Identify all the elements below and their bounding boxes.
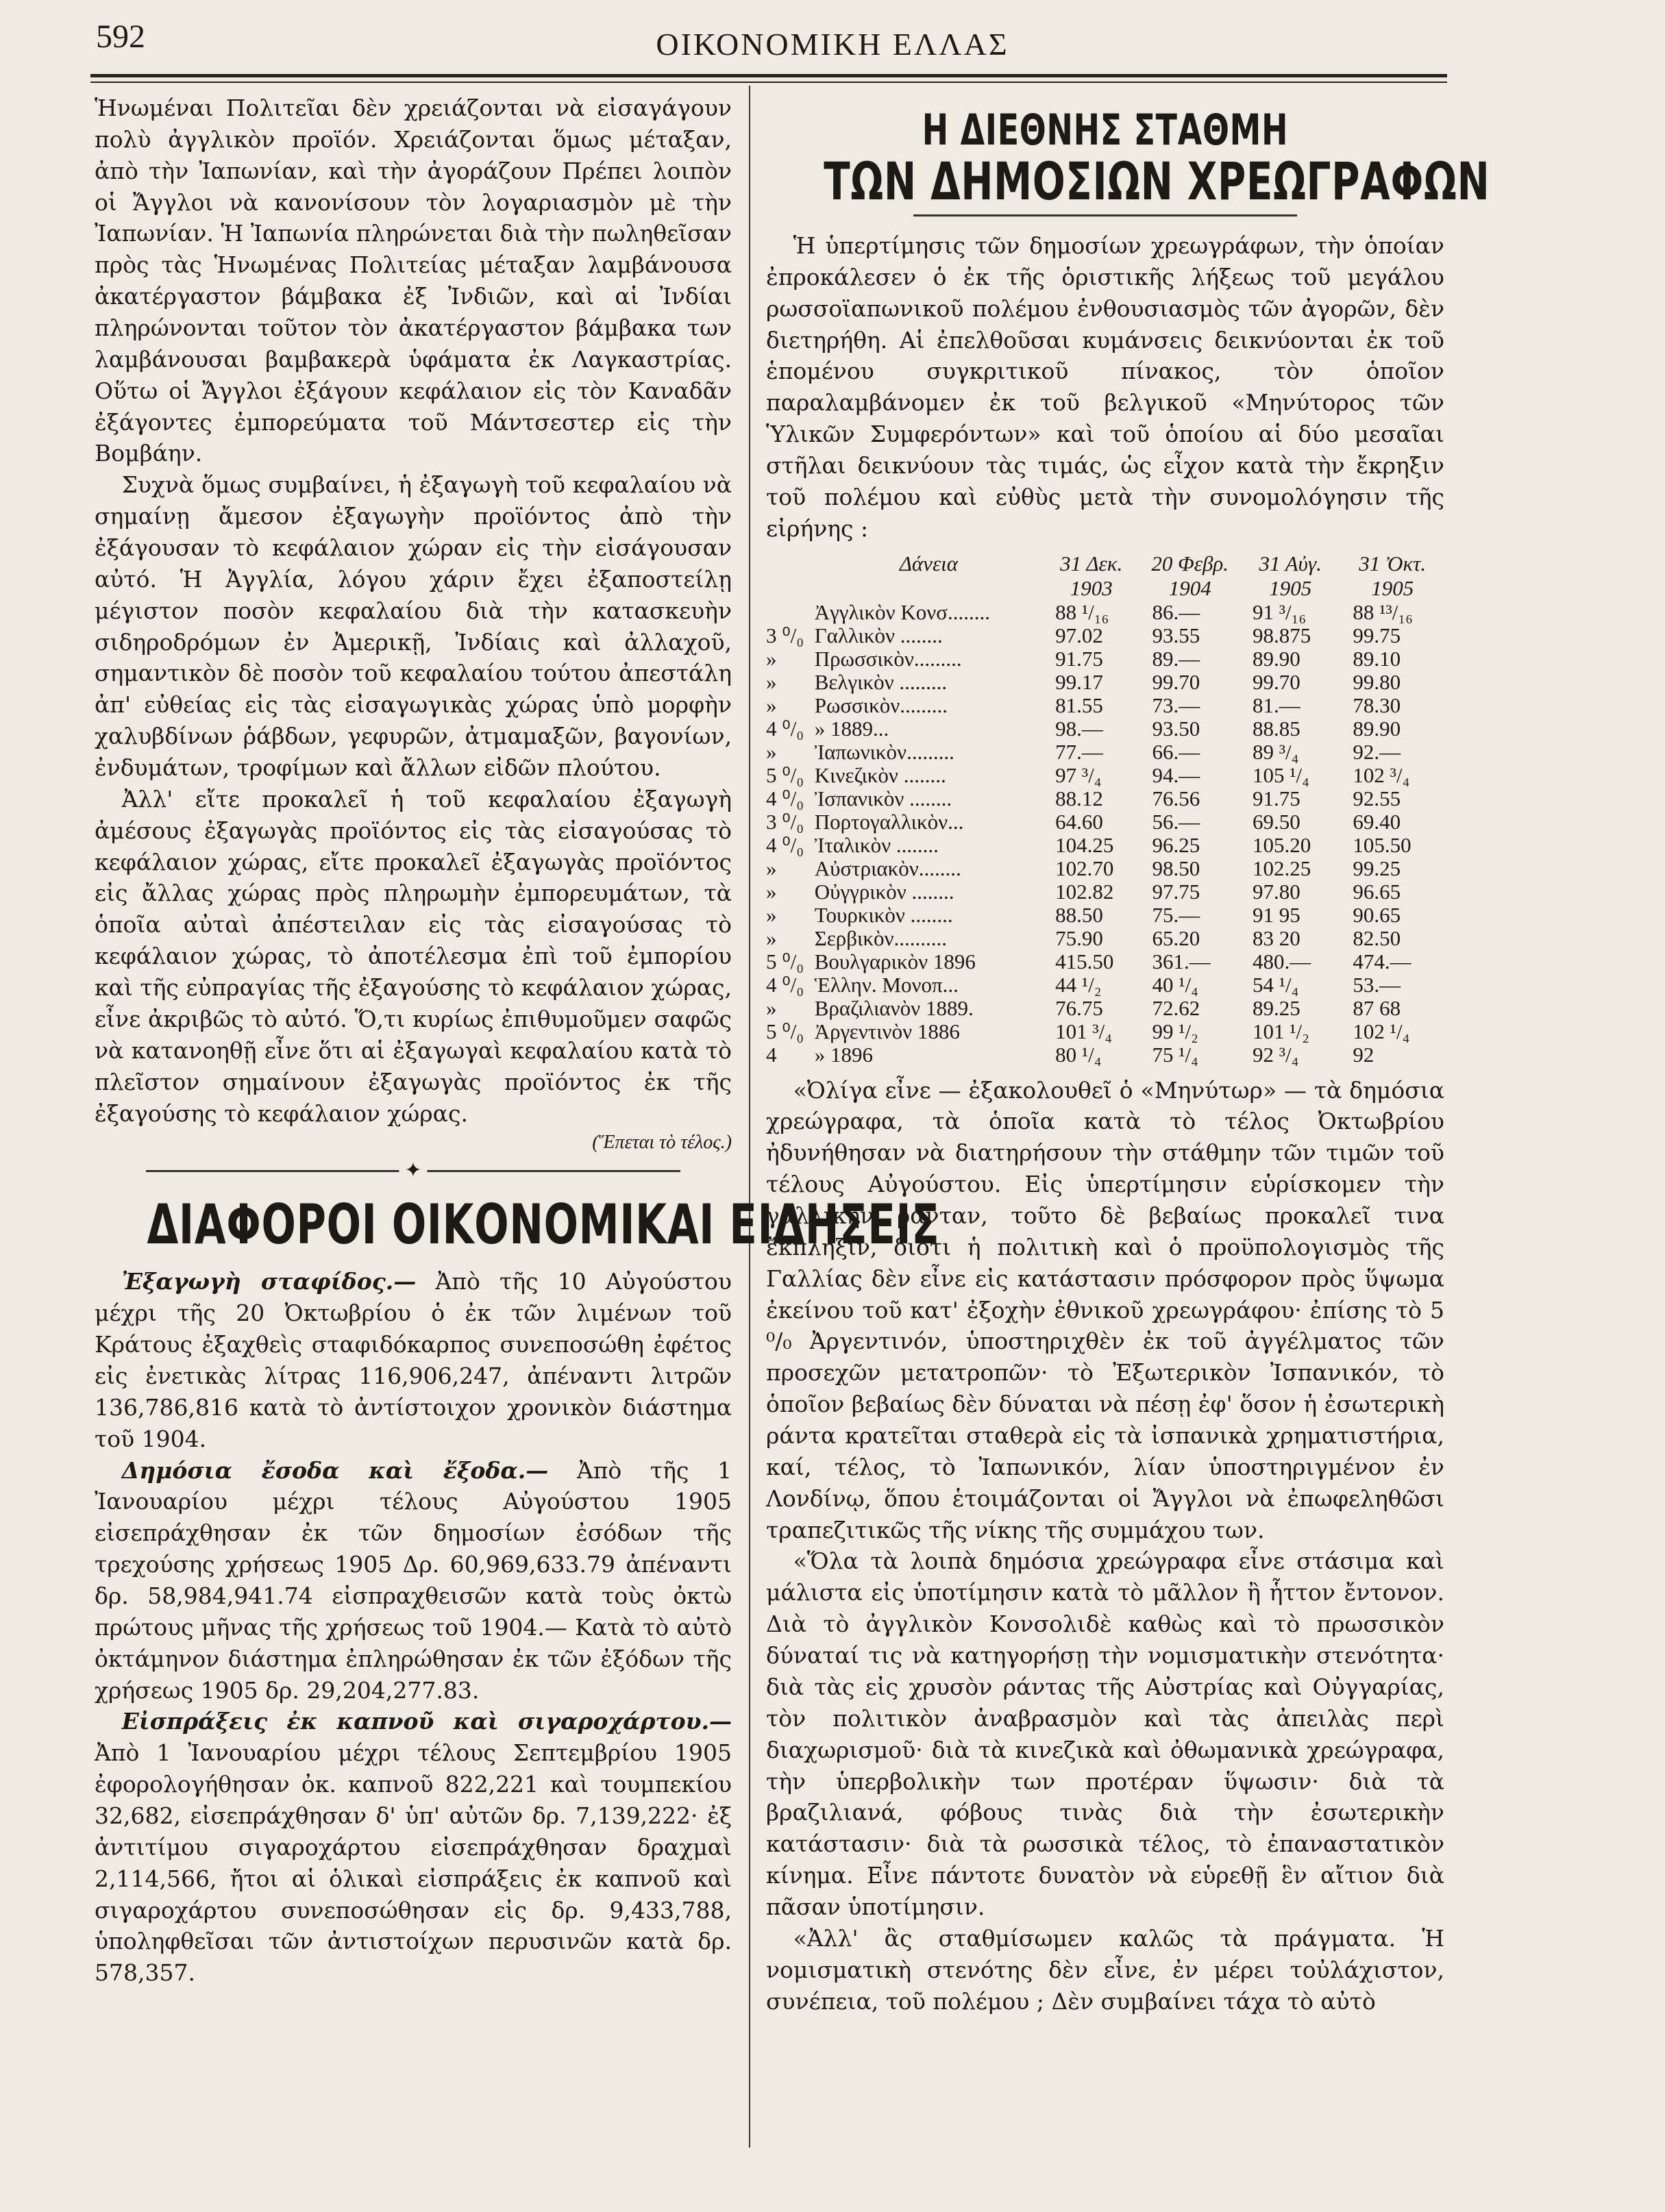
bond-price: 53.— (1353, 972, 1401, 997)
page-number: 592 (96, 18, 145, 55)
bond-rate: » (766, 693, 777, 717)
table-row (766, 950, 1444, 973)
continued-note: (Ἕπεται τὸ τέλος.) (592, 1132, 732, 1154)
bond-price: 480.— (1252, 949, 1311, 973)
bond-price: 54 ¹/₄ (1252, 972, 1299, 997)
bond-price: 99.70 (1252, 669, 1300, 694)
column-date: 31 Ὀκτ. (1359, 551, 1427, 575)
table-row (766, 601, 1444, 624)
column-date: 31 Δεκ. (1060, 551, 1123, 575)
news-item-text: Ἀπὸ 1 Ἰανουαρίου μέχρι τέλους Σεπτεμβρίου 1905 ἐφορολογήθησαν ὀκ. καπνοῦ 822,221 καὶ τουμπεκίου 32,682, εἰσεπράχθησαν δ' ὑπ' αὐτῶν δρ. 7,139,222· ἐξ ἀντιτίμου σιγαροχάρτου εἰσεπράχθησαν δραχμαὶ 2,114,566, ἤτοι αἱ ὁλικαὶ εἰσπράξεις ἐκ καπνοῦ καὶ σιγαροχάρτου συνεποσώθησαν εἰς δρ. 9,433,788, ὑποληφθεῖσαι τῶν ἀντιστοίχων περυσινῶν κατὰ δρ. 578,357. (95, 1739, 732, 1987)
news-item-title: Ἐξαγωγὴ σταφίδος.— (121, 1268, 417, 1295)
bond-price: 93.55 (1152, 623, 1200, 647)
news-item-text: Ἀπὸ τῆς 10 Αὐγούστου μέχρι τῆς 20 Ὀκτωβρίου ὁ ἐκ τῶν λιμένων τοῦ Κράτους ἐξαχθεὶς σταφιδόκαρπος συνεποσώθη ἐφέτος εἰς ἐνετικὰς λίτρας 116,906,247, ἀπέναντι λιτρῶν 136,786,816 κατὰ τὸ ἀντίστοιχον χρονικὸν διάστημα τοῦ 1904. (95, 1268, 732, 1452)
bond-price: 98.50 (1152, 856, 1200, 880)
bond-price: 474.— (1353, 949, 1411, 973)
bond-rate: » (766, 925, 777, 950)
bond-rate: 4 (766, 1042, 777, 1067)
bond-price: 56.— (1152, 809, 1200, 834)
bond-rate (766, 601, 815, 624)
bond-price: 88 ¹/₁₆ (1055, 599, 1109, 624)
bond-price: 83 20 (1252, 925, 1300, 950)
bond-price: 102.82 (1055, 879, 1114, 904)
bond-price: 90.65 (1353, 902, 1401, 927)
header-rule (90, 74, 1447, 83)
bond-price: 97 ³/₄ (1055, 762, 1102, 787)
bond-price: 89 ³/₄ (1252, 739, 1299, 764)
table-header-dates (766, 551, 1444, 576)
bond-price: 105 ¹/₄ (1252, 762, 1309, 787)
bond-rate: 5 ⁰/₀ (766, 949, 804, 973)
bond-price: 40 ¹/₄ (1152, 972, 1198, 997)
bond-price: 97.75 (1152, 879, 1200, 904)
bond-price: 81.55 (1055, 693, 1103, 717)
bond-name: Πρωσσικὸν......... (814, 646, 962, 671)
table-row (766, 927, 1444, 950)
table-row (766, 1043, 1444, 1067)
article-paragraph: Συχνὰ ὅμως συμβαίνει, ἡ ἐξαγωγὴ τοῦ κεφαλαίου νὰ σημαίνῃ ἄμεσον ἐξαγωγὴν προϊόντος ἀπὸ τὴν ἐξάγουσαν τὸ κεφάλαιον χώραν εἰς τὴν εἰσάγουσαν αὐτό. Ἡ Ἀγγλία, λόγου χάριν ἔχει ἐξαποστείλῃ μέγιστον ποσὸν κεφαλαίου διὰ τὴν κατασκευὴν σιδηροδρόμων ἐν Ἀμερικῇ, Ἰνδίαις καὶ ἀλλαχοῦ, σημαντικὸν δὲ ποσὸν τοῦ κεφαλαίου τούτου ἀπεστάλη ἀπ' εὐθείας εἰς τὰς εἰσαγωγικὰς χώρας ὑπὸ μορφὴν χαλυβδίνων ῥάβδων, γεφυρῶν, ἀτμαμαξῶν, βαγονίων, ἐνδυμάτων, τροφίμων καὶ ἄλλων εἰδῶν πλούτου. (95, 471, 732, 782)
bond-rate: » (766, 856, 777, 880)
table-row (766, 624, 1444, 647)
bond-rate: » (766, 879, 777, 904)
bond-price: 89.25 (1252, 995, 1300, 1020)
bond-price: 91.75 (1252, 786, 1300, 810)
bond-price: 99.17 (1055, 669, 1103, 694)
news-item-title: Δημόσια ἔσοδα καὶ ἔξοδα.— (121, 1456, 549, 1484)
table-row (766, 834, 1444, 857)
bond-rate: » (766, 995, 777, 1020)
bond-price: 75 ¹/₄ (1152, 1042, 1198, 1067)
bond-price: 88.50 (1055, 902, 1103, 927)
bond-price: 105.50 (1353, 832, 1411, 857)
bond-name: » 1896 (814, 1042, 873, 1067)
bond-price: 87 68 (1353, 995, 1401, 1020)
column-divider (749, 86, 750, 2148)
bond-name: Πορτογαλλικὸν... (814, 809, 964, 834)
bond-rate: » (766, 739, 777, 764)
bond-price: 65.20 (1152, 925, 1200, 950)
bond-price: 89.90 (1252, 646, 1300, 671)
bond-rate: » (766, 646, 777, 671)
table-row (766, 694, 1444, 717)
bond-price: 75.— (1152, 902, 1200, 927)
bond-price: 99.25 (1353, 856, 1401, 880)
news-item (95, 1706, 732, 1989)
bond-price: 102 ³/₄ (1353, 762, 1410, 787)
bond-price: 92 (1353, 1042, 1374, 1067)
bond-price: 86.— (1152, 599, 1200, 624)
table-row (766, 717, 1444, 741)
bond-price: 96.25 (1152, 832, 1200, 857)
bond-price: 89.90 (1353, 716, 1401, 741)
bond-name: Σερβικὸν.......... (814, 925, 947, 950)
bond-price: 98.875 (1252, 623, 1311, 647)
table-row (766, 741, 1444, 764)
bond-price: 99 ¹/₂ (1152, 1019, 1198, 1043)
right-column (766, 92, 1490, 2017)
article-title-line-2: ΤΩΝ ΔΗΜΟΣΙΩΝ ΧΡΕΩΓΡΑΦΩΝ (824, 151, 1490, 212)
ornament-icon: ✦ (399, 1157, 427, 1184)
table-row (766, 997, 1444, 1020)
bond-rate: 3 ⁰/₀ (766, 623, 804, 647)
bond-price: 99.75 (1353, 623, 1401, 647)
bond-price: 92.55 (1353, 786, 1401, 810)
bond-name: » 1889... (814, 716, 889, 741)
bond-price: 99.80 (1353, 669, 1401, 694)
bond-price: 98.— (1055, 716, 1103, 741)
table-row (766, 973, 1444, 997)
bond-name: Τουρκικὸν ........ (814, 902, 953, 927)
bond-price: 64.60 (1055, 809, 1103, 834)
bond-price: 101 ¹/₂ (1252, 1019, 1309, 1043)
bond-price: 89.— (1152, 646, 1200, 671)
article-paragraph: «Ἀλλ' ἂς σταθμίσωμεν καλῶς τὰ πράγματα. Ἡ νομισματικὴ στενότης δὲν εἶνε, ἐν μέρει τοὐλάχιστον, συνέπεια, τοῦ πολέμου ; Δὲν συμβαίνει τάχα τὸ αὐτὸ (766, 1924, 1444, 2015)
bond-name: Κινεζικὸν ........ (814, 762, 946, 787)
news-item-text: Ἀπὸ τῆς 1 Ἰανουαρίου μέχρι τέλους Αὐγούστου 1905 εἰσεπράχθησαν ἐκ τῶν δημοσίων ἐσόδων τῆς τρεχούσης χρήσεως 1905 Δρ. 60,969,633.79 ἀπέναντι δρ. 58,984,941.74 εἰσπραχθεισῶν κατὰ τοὺς ὀκτὼ πρώτους μῆνας τῆς χρήσεως τοῦ 1904.— Κατὰ τὸ αὐτὸ ὀκτάμηνον διάστημα ἐπληρώθησαν ἐκ τῶν ἐξόδων τῆς χρήσεως 1905 δρ. 29,204,277.83. (95, 1456, 732, 1704)
article-paragraph: Ἡνωμέναι Πολιτεῖαι δὲν χρειάζονται νὰ εἰσαγάγουν πολὺ ἀγγλικὸν προϊόν. Χρειάζονται ὅμως μέταξαν, ἀπὸ τὴν Ἰαπωνίαν, καὶ τὴν ἀγοράζουν Πρέπει λοιπὸν οἱ Ἄγγλοι νὰ κανονίσουν τὸν λογαριασμὸν μὲ τὴν Ἰαπωνίαν. Ἡ Ἰαπωνία πληρώνεται διὰ τὴν πωληθεῖσαν πρὸς τὰς Ἡνωμένας Πολιτείας μέταξαν λαμβάνουσα ἀκατέργαστον βάμβακα ἐξ Ἰνδιῶν, καὶ αἱ Ἰνδίαι πληρώνονται τοῦτον τὸν ἀκατέργαστον βάμβακα των λαμβάνουσαι βαμβακερὰ ὑφάματα ἐκ Λαγκαστρίας. Οὕτω οἱ Ἄγγλοι ἐξάγουν κεφάλαιον εἰς τὸν Καναδᾶν ἐξάγοντες ἐμπορεύματα τοῦ Μάντσεστερ εἰς τὴν Βομβάην. (95, 95, 732, 467)
table-row (766, 1020, 1444, 1043)
bond-price: 78.30 (1353, 693, 1401, 717)
bond-price: 91.75 (1055, 646, 1103, 671)
bond-price: 88.85 (1252, 716, 1300, 741)
bond-price: 76.75 (1055, 995, 1103, 1020)
bond-price: 361.— (1152, 949, 1211, 973)
bond-price: 415.50 (1055, 949, 1114, 973)
table-row (766, 810, 1444, 834)
column-date: 31 Αὐγ. (1259, 551, 1322, 575)
news-item-title: Εἰσπράξεις ἐκ καπνοῦ καὶ σιγαροχάρτου.— (121, 1708, 732, 1735)
bond-rate: 4 ⁰/₀ (766, 972, 804, 997)
article-paragraph: Ἀλλ' εἴτε προκαλεῖ ἡ τοῦ κεφαλαίου ἐξαγωγὴ ἀμέσους ἐξαγωγὰς προϊόντος εἰς τὰς εἰσαγούσας τὸ κεφάλαιον χώρας, εἴτε προκαλεῖ ἐξαγωγὰς προϊόντος εἰς ἄλλας χώρας πρὸς πληρωμὴν ἐμπορευμάτων, τὰ ὁποῖα αὐταὶ ἀπέστειλαν εἰς τὰς εἰσαγούσας τὸ κεφάλαιον χώρας, τὸ ἀποτέλεσμα ἐπὶ τοῦ ἐμπορίου καὶ τῆς εὐπραγίας τῆς ἐξαγούσης τὸ κεφάλαιον χώρας, εἶνε ἀκριβῶς τὸ αὐτό. Ὅ,τι κυρίως ἐπιθυμοῦμεν σαφῶς νὰ κατανοηθῇ εἶνε ὅτι αἱ ἐξαγωγαὶ κεφαλαίου κατὰ τὸ πλεῖστον σημαίνουν ἐξαγωγὰς προϊόντος ἐκ τῆς ἐξαγούσης τὸ κεφάλαιον χώρας. (95, 785, 732, 1127)
bond-price: 44 ¹/₂ (1055, 972, 1102, 997)
bond-price: 97.02 (1055, 623, 1103, 647)
running-title: ΟΙΚΟΝΟΜΙΚΗ ΕΛΛΑΣ (656, 27, 1009, 62)
bond-rate: » (766, 669, 777, 694)
article-paragraph: «Ὀλίγα εἶνε — ἐξακολουθεῖ ὁ «Μηνύτωρ» — τὰ δημόσια χρεώγραφα, τὰ ὁποῖα κατὰ τὸ τέλος Ὀκτωβρίου ἠδυνήθησαν νὰ διατηρήσουν τὴν στάθμην τῶν τιμῶν τοῦ τέλους Αὐγούστου. Εἰς ὑπερτίμησιν εὑρίσκομεν τὴν γαλλικὴν ράνταν, τοῦτο δὲ βεβαίως προκαλεῖ τινα ἔκπληξιν, διότι ἡ πολιτικὴ καὶ ὁ προϋπολογισμὸς τῆς Γαλλίας δὲν εἶνε εἰς κατάστασιν πρόσφορον πρὸς ὕψωμα ἐκείνου τοῦ κατ' ἐξοχὴν ἐθνικοῦ χρεωγράφου· ἐπίσης τὸ 5 ⁰/₀ Ἀργεντινόν, ὑποστηριχθὲν ἐκ τοῦ ἀγγέλματος τῶν προσεχῶν μετατροπῶν· τὸ Ἐξωτερικὸν Ἰσπανικόν, τὸ ὁποῖον βεβαίως δὲν δύναται νὰ πέσῃ ἐφ' ὅσον ἡ ἐσωτερικὴ ράντα κρατεῖται σταθερὰ εἰς τὰ ἰσπανικὰ χρηματιστήρια, καί, τέλος, τὸ Ἰαπωνικόν, λίαν ὑποστηριγμένον ἐν Λονδίνῳ, ὅπου ἑτοιμάζονται οἱ Ἄγγλοι νὰ ἐπωφεληθῶσι τραπεζιτικῶς τῆς νίκης τῆς συμμάχου των. (766, 1076, 1444, 1543)
table-row (766, 787, 1444, 810)
column-year: 1903 (1070, 575, 1113, 600)
article-paragraph: «Ὅλα τὰ λοιπὰ δημόσια χρεώγραφα εἶνε στάσιμα καὶ μάλιστα εἰς ὑποτίμησιν κατὰ τὸ μᾶλλον ἢ ἧττον ἔντονον. Διὰ τὸ ἀγγλικὸν Κονσολιδὲ καθὼς καὶ τὸ πρωσσικὸν δύναταί τις νὰ κατηγορήσῃ τὴν νομισματικὴν στενότητα· διὰ τὰς εἰς χρυσὸν ράντας τῆς Αὐστρίας καὶ Οὐγγαρίας, τὸν πολιτικὸν ἀναβρασμὸν καὶ τὰς ἀπειλὰς περὶ διαχωρισμοῦ· διὰ τὰ κινεζικὰ καὶ ὀθωμανικὰ χρεώγραφα, τὴν ὑπερβολικὴν των προτέραν ὕψωσιν· διὰ τὰ βραζιλιανά, φόβους τινὰς διὰ τὴν ἐσωτερικὴν κατάστασιν· διὰ τὰ ρωσσικὰ τέλος, τὸ ἐπαναστατικὸν κίνημα. Εἶνε πάντοτε δυνατὸν νὰ εὑρεθῇ ἓν αἴτιον διὰ πᾶσαν ὑποτίμησιν. (766, 1548, 1444, 1920)
bond-price: 99.70 (1152, 669, 1200, 694)
bond-name: Οὐγγρικὸν ........ (814, 879, 954, 904)
column-year: 1905 (1371, 575, 1414, 600)
table-header-years (766, 576, 1444, 601)
table-row (766, 904, 1444, 927)
bond-price: 101 ³/₄ (1055, 1019, 1113, 1043)
bond-price: 91 95 (1252, 902, 1300, 927)
bond-rate: 3 ⁰/₀ (766, 809, 804, 834)
table-label-header: Δάνεια (899, 551, 959, 575)
bond-name: Βουλγαρικὸν 1896 (814, 949, 976, 973)
news-item (95, 1266, 732, 1454)
bond-price: 77.— (1055, 739, 1103, 764)
bond-name: Ἑλλην. Μονοπ... (814, 972, 959, 997)
bond-price: 94.— (1152, 762, 1200, 787)
bond-price: 69.40 (1353, 809, 1401, 834)
bond-price: 88.12 (1055, 786, 1103, 810)
bond-rate: » (766, 902, 777, 927)
news-item (95, 1455, 732, 1706)
news-section-heading: ΔΙΑΦΟΡΟΙ ΟΙΚΟΝΟΜΙΚΑΙ ΕΙΔΗΣΕΙΣ (147, 1193, 940, 1257)
table-row (766, 857, 1444, 880)
article-title-line-1: Η ΔΙΕΘΝΗΣ ΣΤΑΘΜΗ (922, 105, 1289, 155)
bond-rate: 4 ⁰/₀ (766, 832, 804, 857)
bond-price: 76.56 (1152, 786, 1200, 810)
table-row (766, 880, 1444, 904)
bond-price: 102 ¹/₄ (1353, 1019, 1410, 1043)
bond-price: 102.70 (1055, 856, 1114, 880)
bond-price: 102.25 (1252, 856, 1311, 880)
bond-price: 97.80 (1252, 879, 1300, 904)
bond-price: 69.50 (1252, 809, 1300, 834)
bond-price: 88 ¹³/₁₆ (1353, 599, 1413, 624)
bond-price: 96.65 (1353, 879, 1401, 904)
title-rule (913, 214, 1297, 216)
table-row (766, 764, 1444, 787)
bond-name: Γαλλικὸν ........ (814, 623, 943, 647)
bond-rate: 4 ⁰/₀ (766, 786, 804, 810)
bond-price: 92.— (1353, 739, 1401, 764)
bond-name: Ἰσπανικὸν ........ (814, 786, 952, 810)
bond-name: Ἀγγλικὸν Κονσ........ (814, 599, 990, 624)
bond-price: 80 ¹/₄ (1055, 1042, 1102, 1067)
bond-name: Βελγικὸν ......... (814, 669, 948, 694)
bond-name: Ρωσσικὸν......... (814, 693, 948, 717)
column-year: 1905 (1269, 575, 1312, 600)
bond-name: Αὐστριακὸν........ (814, 856, 961, 880)
bond-name: Ἰταλικὸν ........ (814, 832, 939, 857)
bond-name: Ἀργεντινὸν 1886 (814, 1019, 960, 1043)
bond-price-table (766, 551, 1444, 1067)
bond-price: 105.20 (1252, 832, 1311, 857)
table-row (766, 671, 1444, 694)
column-year: 1904 (1168, 575, 1211, 600)
bond-name: Βραζιλιανὸν 1889. (814, 995, 974, 1020)
bond-price: 89.10 (1353, 646, 1401, 671)
bond-price: 92 ³/₄ (1252, 1042, 1299, 1067)
bond-price: 81.— (1252, 693, 1300, 717)
column-date: 20 Φεβρ. (1151, 551, 1229, 575)
bond-price: 72.62 (1152, 995, 1200, 1020)
bond-price: 104.25 (1055, 832, 1114, 857)
bond-price: 66.— (1152, 739, 1200, 764)
bond-price: 75.90 (1055, 925, 1103, 950)
bond-price: 73.— (1152, 693, 1200, 717)
bond-rate: 4 ⁰/₀ (766, 716, 804, 741)
bond-rate: 5 ⁰/₀ (766, 762, 804, 787)
article-intro: Ἡ ὑπερτίμησις τῶν δημοσίων χρεωγράφων, τὴν ὁποίαν ἐπροκάλεσεν ὁ ἐκ τῆς ὁριστικῆς λήξεως τοῦ μεγάλου ρωσσοϊαπωνικοῦ πολέμου ἐνθουσιασμὸς τῶν ἀγορῶν, δὲν διετηρήθη. Αἱ ἐπελθοῦσαι κυμάνσεις δεικνύονται ἐκ τοῦ ἑπομένου συγκριτικοῦ πίνακος, τὸν ὁποῖον παραλαμβάνομεν ἐκ τοῦ βελγικοῦ «Μηνύτορος τῶν Ὑλικῶν Συμφερόντων» καὶ τοῦ ὁποίου αἱ δύο μεσαῖαι στῆλαι δεικνύουν τὰς τιμάς, ὡς εἶχον κατὰ τὴν ἔκρηξιν τοῦ πολέμου καὶ εὐθὺς μετὰ τὴν συνομολόγησιν τῆς εἰρήνης : (766, 232, 1444, 542)
section-divider (146, 1158, 680, 1183)
bond-rate: 5 ⁰/₀ (766, 1019, 804, 1043)
bond-price: 93.50 (1152, 716, 1200, 741)
bond-price: 82.50 (1353, 925, 1401, 950)
table-row (766, 647, 1444, 671)
bond-price: 91 ³/₁₆ (1252, 599, 1307, 624)
bond-name: Ἰαπωνικὸν......... (814, 739, 954, 764)
